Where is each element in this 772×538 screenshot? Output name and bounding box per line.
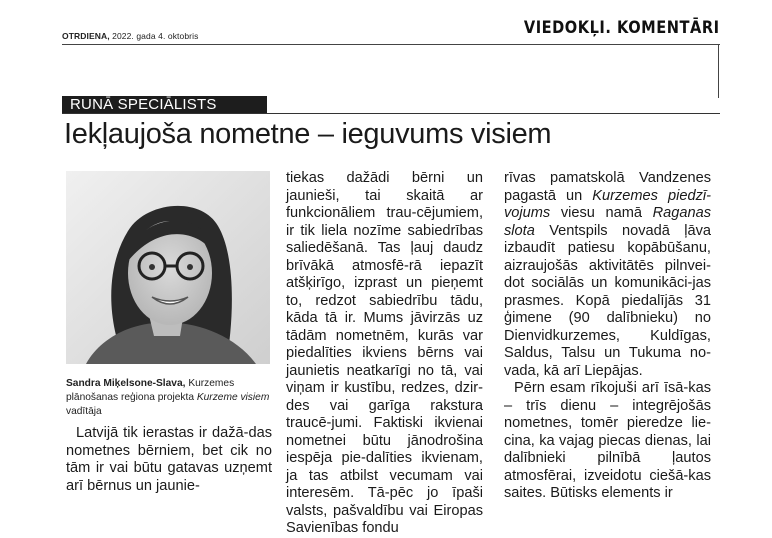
paragraph: tiekas dažādi bērni un jaunieši, tai skaitā ar funkcionāliem trau-cējumiem, ir tik liela nozīme sabiedrības saliedēšanā. Tas ļauj daudz brīvākā atmosfē-rā iepazīt atšķirīgo, izprast un pieņemt to, redzot sabiedrību tādu, kāda tā ir. Mums jāvirzās uz tādām nometnēm, kurās var piedalīties ikviens bērns vai jaunietis neatkarīgi no tā, vai viņam ir kustību, redzes, dzir-des vai garīga rakstura traucē-jumi. Faktiski ikvienai nometnei būtu jānodrošina iespēja pie-dalīties ikvienam, ja tas atbilst vecumam vai interesēm. Tā-pēc jo īpaši valsts, pašvaldību vai Eiropas Savienības fondu <box>286 170 483 536</box>
date-text: 2022. gada 4. oktobris <box>112 31 199 41</box>
text-run: viesu namā <box>550 205 653 221</box>
paragraph: Latvijā tik ierastas ir dažā-das nometnes bērniem, bet cik no tām ir vai būtu gatavas uzņemt arī bērnus un jaunie- <box>66 425 272 494</box>
author-photo <box>66 171 270 364</box>
article-column-2 <box>286 170 483 538</box>
photo-caption <box>66 377 278 419</box>
rubric-label <box>62 96 267 114</box>
paragraph: Pērn esam rīkojuši arī īsā-kas – trīs dienu – integrējošās nometnes, tomēr pieredze lie-cina, ka vajag piecas dienas, lai dalībnieki pilnībā ļautos atmosfērai, izveidotu ciešā-kas saites. Būtisks elements ir <box>504 380 711 501</box>
publication-day: OTRDIENA, <box>62 31 110 41</box>
text-run-italic: Raganas slota <box>504 205 711 239</box>
section-title: VIEDOKĻI. KOMENTĀRI <box>524 18 720 38</box>
caption-role-end: vadītāja <box>66 406 102 417</box>
text-run: Ventspils novadā ļāva izbaudīt patiesu kopābūšanu, aizraujošās aktivitātēs pilnvei-dot sociālās un komunikāci-jas prasmes. Kopā piedalījās 31 ģimene (90 dalībnieku) no Dienvidkurzemes, Kuldīgas, Saldus, Talsu un Tukuma no-vada, kā arī Liepājas. <box>504 222 711 379</box>
caption-role: Kurzemes plānošanas reģiona projekta <box>66 378 235 403</box>
article-headline: Iekļaujoša nometne – ieguvums visiem <box>64 118 552 150</box>
caption-project: Kurzeme visiem <box>196 392 270 403</box>
article-column-1 <box>66 425 272 495</box>
text-run: rīvas pamatskolā Vandzenes pagastā un <box>504 170 711 204</box>
rubric-text: RUNĀ SPECIĀLISTS <box>70 96 217 113</box>
text-run-italic: Kurzemes piedzī-vojums <box>504 187 711 221</box>
header-rule-vertical <box>718 44 719 98</box>
issue-date <box>62 31 198 41</box>
article-column-3 <box>504 170 711 503</box>
portrait-illustration <box>66 171 270 364</box>
header-rule <box>62 44 720 45</box>
paragraph <box>504 170 711 380</box>
rubric-rule <box>62 113 720 114</box>
caption-name: Sandra Miķelsone-Slava, <box>66 378 186 389</box>
